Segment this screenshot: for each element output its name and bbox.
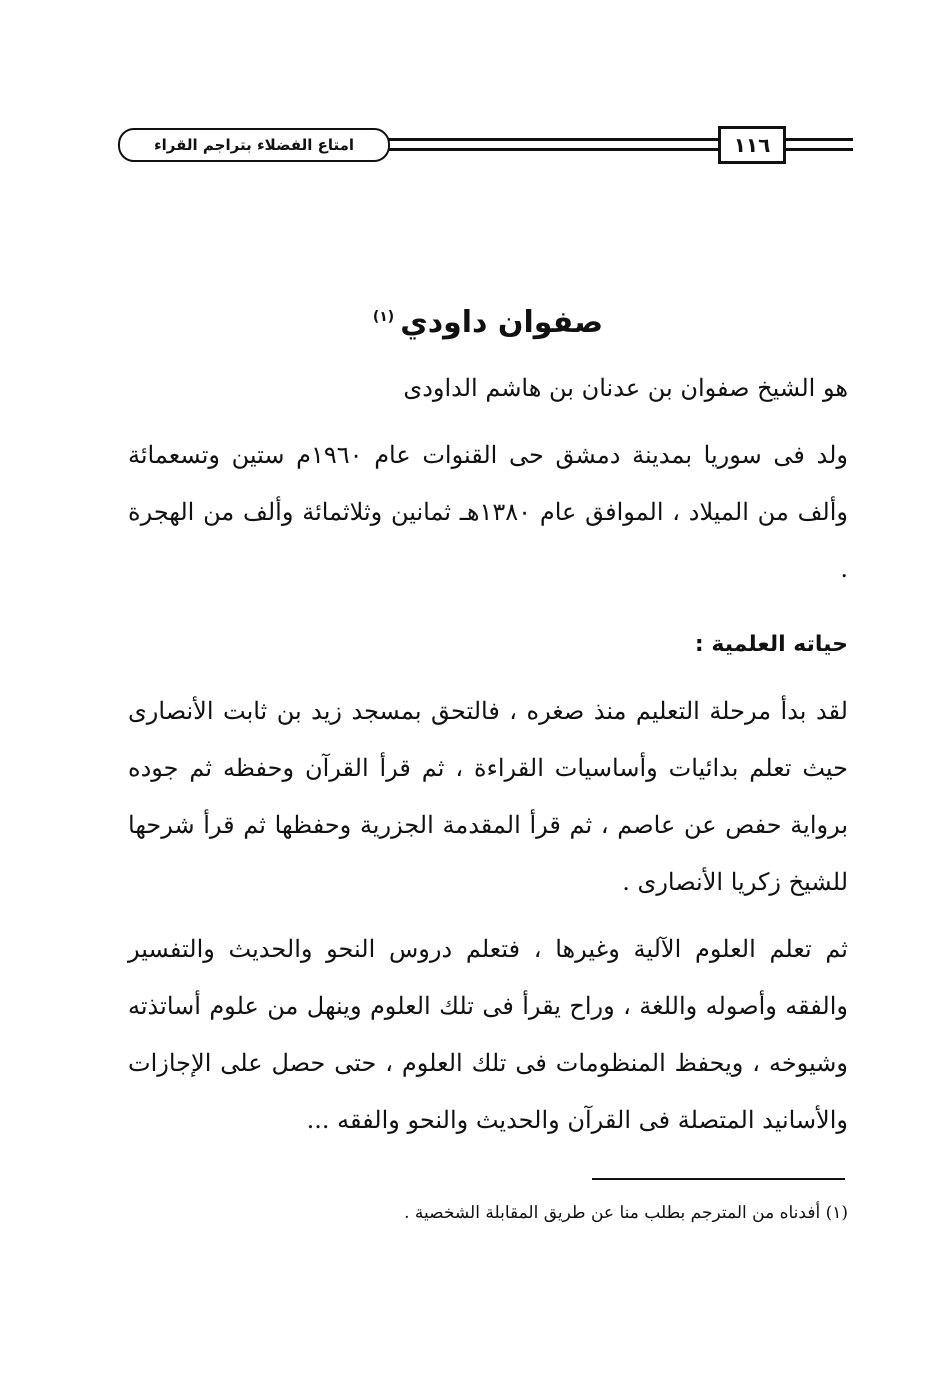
spacer [128,673,848,683]
education-paragraph-1: لقد بدأ مرحلة التعليم منذ صغره ، فالتحق بمسجد زيد بن ثابت الأنصارى حيث تعلم بدائيات وأساسيات القراءة ، ثم قرأ القرآن وحفظه ثم جوده برواية حفص عن عاصم ، ثم قرأ المقدمة الجزرية وحفظها ثم قرأ شرحها للشيخ زكريا الأنصارى . [128,697,848,896]
book-title: امتاع الفضلاء بتراجم القراء [118,128,390,162]
footnote-reference: (١) [372,309,395,325]
spacer [128,417,848,427]
entry-name: صفوان داودي [400,305,604,340]
spacer [128,911,848,921]
birth-paragraph: ولد فى سوريا بمدينة دمشق حى القنوات عام ١٩٦٠م ستين وتسعمائة وألف من الميلاد ، الموافق عام ١٣٨٠هـ ثمانين وثلاثمائة وألف من الهجرة . [128,441,848,583]
education-paragraph-2: ثم تعلم العلوم الآلية وغيرها ، فتعلم دروس النحو والحديث والتفسير والفقه وأصوله واللغة ، وراح يقرأ فى تلك العلوم وينهل من علوم أساتذته وشيوخه ، ويحفظ المنظومات فى تلك العلوم ، حتى حصل على الإجازات والأسانيد المتصلة فى القرآن والحديث والنحو والفقه ... [128,935,848,1134]
running-header [118,126,853,166]
entry-title [128,292,848,342]
page-body [128,292,848,1149]
footnote-separator [592,1178,845,1180]
intro-paragraph: هو الشيخ صفوان بن عدنان بن هاشم الداودى [403,374,848,402]
footnote: (١) أفدناه من المترجم بطلب منا عن طريق المقابلة الشخصية . [404,1203,848,1223]
header-rule-right [783,138,853,151]
section-heading: حياته العلمية : [694,632,848,657]
page-number: ١١٦ [718,126,786,164]
header-rule [388,138,761,151]
